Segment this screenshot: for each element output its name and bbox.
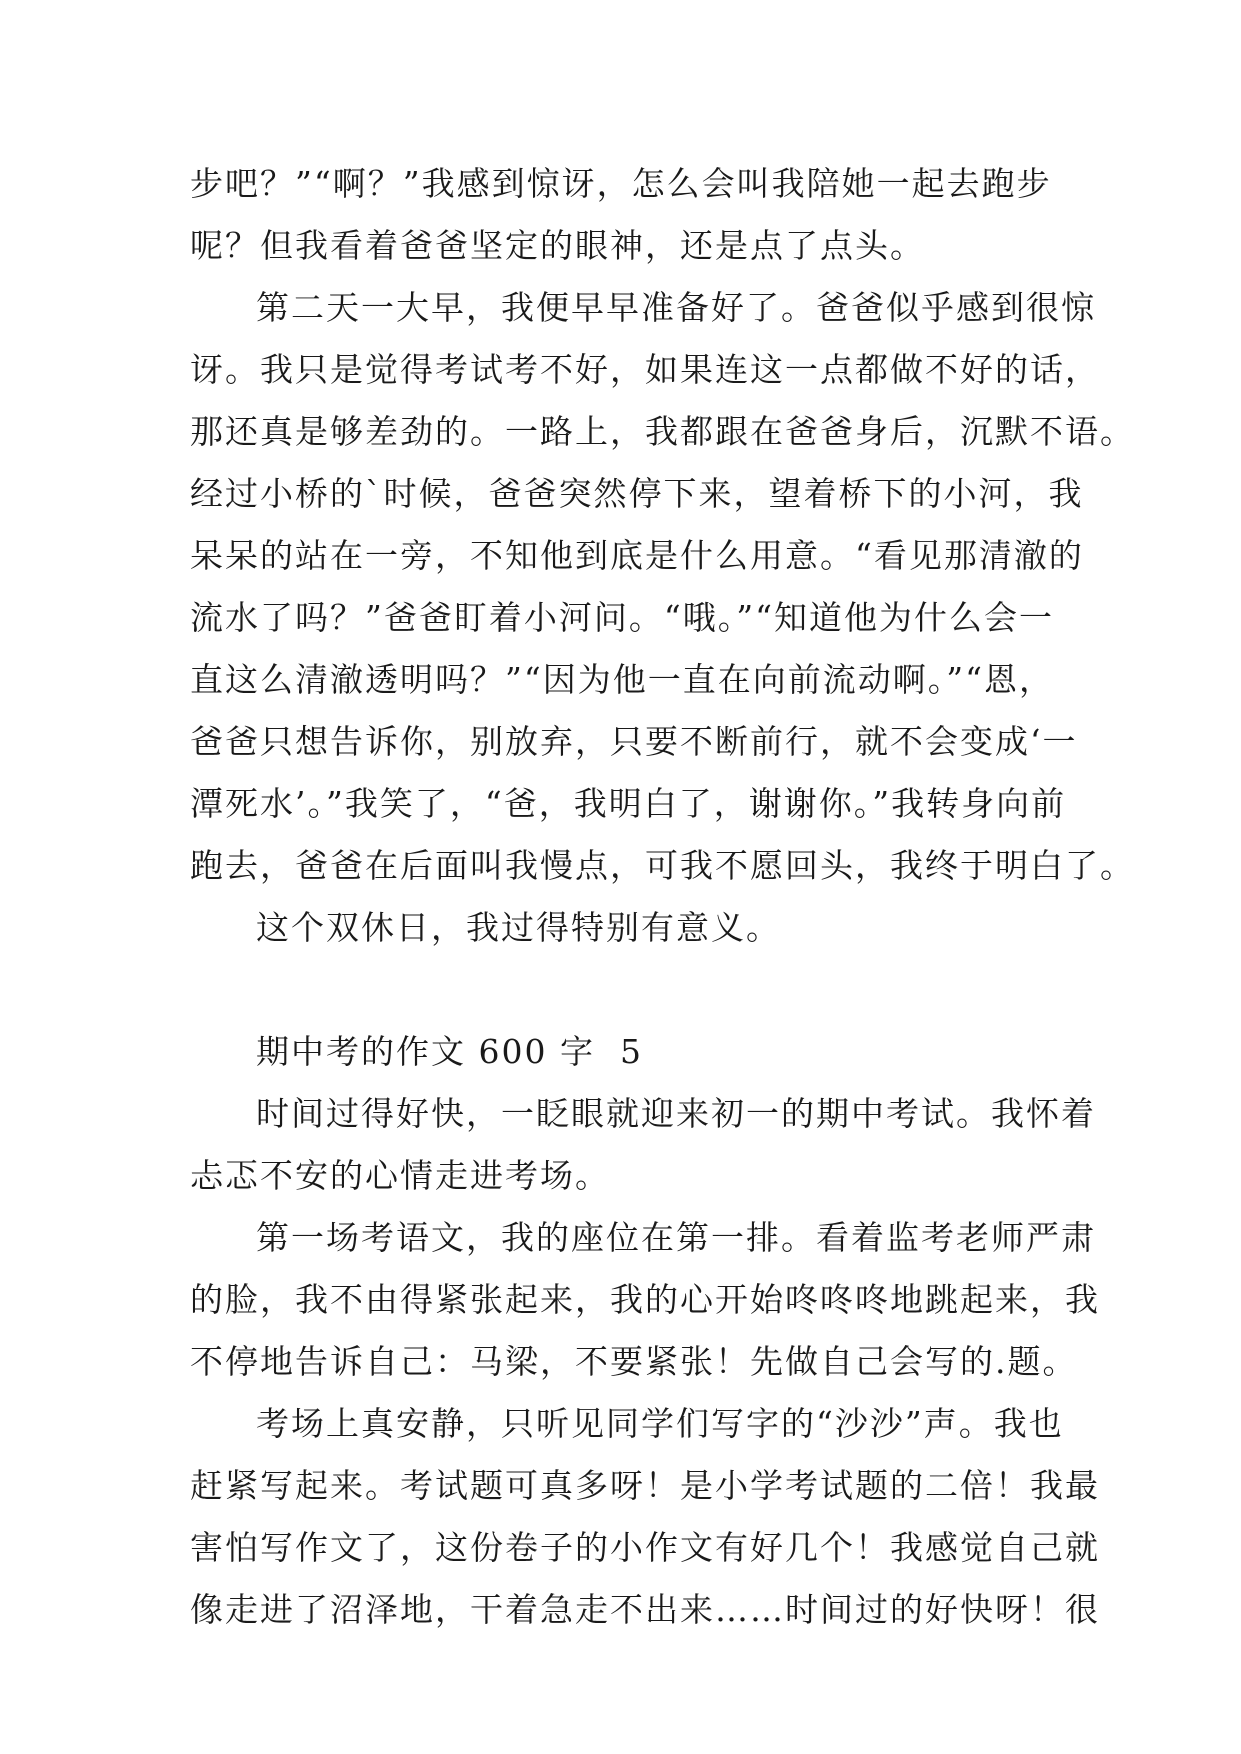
text-line: 讶。我只是觉得考试考不好，如果连这一点都做不好的话， <box>190 350 1100 389</box>
text-line: 第二天一大早，我便早早准备好了。爸爸似乎感到很惊 <box>256 288 1096 327</box>
text-line: 跑去，爸爸在后面叫我慢点，可我不愿回头，我终于明白了。 <box>190 846 1135 885</box>
text-line: 流水了吗？”爸爸盯着小河问。“哦。”“知道他为什么会一 <box>190 598 1054 637</box>
text-line: 考场上真安静，只听见同学们写字的“沙沙”声。我也 <box>256 1404 1064 1443</box>
text-line: 潭死水’。”我笑了，“爸，我明白了，谢谢你。”我转身向前 <box>190 784 1067 823</box>
text-line: 赶紧写起来。考试题可真多呀！是小学考试题的二倍！我最 <box>190 1466 1100 1505</box>
text-line: 忐忑不安的心情走进考场。 <box>190 1156 610 1195</box>
text-line: 呢？但我看着爸爸坚定的眼神，还是点了点头。 <box>190 226 925 265</box>
text-line: 呆呆的站在一旁，不知他到底是什么用意。“看见那清澈的 <box>190 536 1084 575</box>
text-line: 时间过得好快，一眨眼就迎来初一的期中考试。我怀着 <box>256 1094 1096 1133</box>
text-line: 经过小桥的`时候，爸爸突然停下来，望着桥下的小河，我 <box>190 474 1084 513</box>
text-line: 害怕写作文了，这份卷子的小作文有好几个！我感觉自己就 <box>190 1528 1100 1567</box>
text-line: 第一场考语文，我的座位在第一排。看着监考老师严肃 <box>256 1218 1096 1257</box>
text-line: 像走进了沼泽地，干着急走不出来……时间过的好快呀！很 <box>190 1590 1100 1629</box>
document-body <box>190 153 1135 1641</box>
text-line: 那还真是够差劲的。一路上，我都跟在爸爸身后，沉默不语。 <box>190 412 1135 451</box>
section-heading: 期中考的作文 600 字 5 <box>256 1032 643 1071</box>
text-line: 爸爸只想告诉你，别放弃，只要不断前行，就不会变成‘一 <box>190 722 1078 761</box>
text-line: 这个双休日，我过得特别有意义。 <box>256 908 781 947</box>
text-line: 直这么清澈透明吗？”“因为他一直在向前流动啊。”“恩， <box>190 660 1054 699</box>
text-line: 的脸，我不由得紧张起来，我的心开始咚咚咚地跳起来，我 <box>190 1280 1100 1319</box>
text-line: 步吧？”“啊？”我感到惊讶，怎么会叫我陪她一起去跑步 <box>190 164 1052 203</box>
paragraph-gap <box>190 959 1070 1021</box>
text-line: 不停地告诉自己：马梁，不要紧张！先做自己会写的.题。 <box>190 1342 1078 1381</box>
